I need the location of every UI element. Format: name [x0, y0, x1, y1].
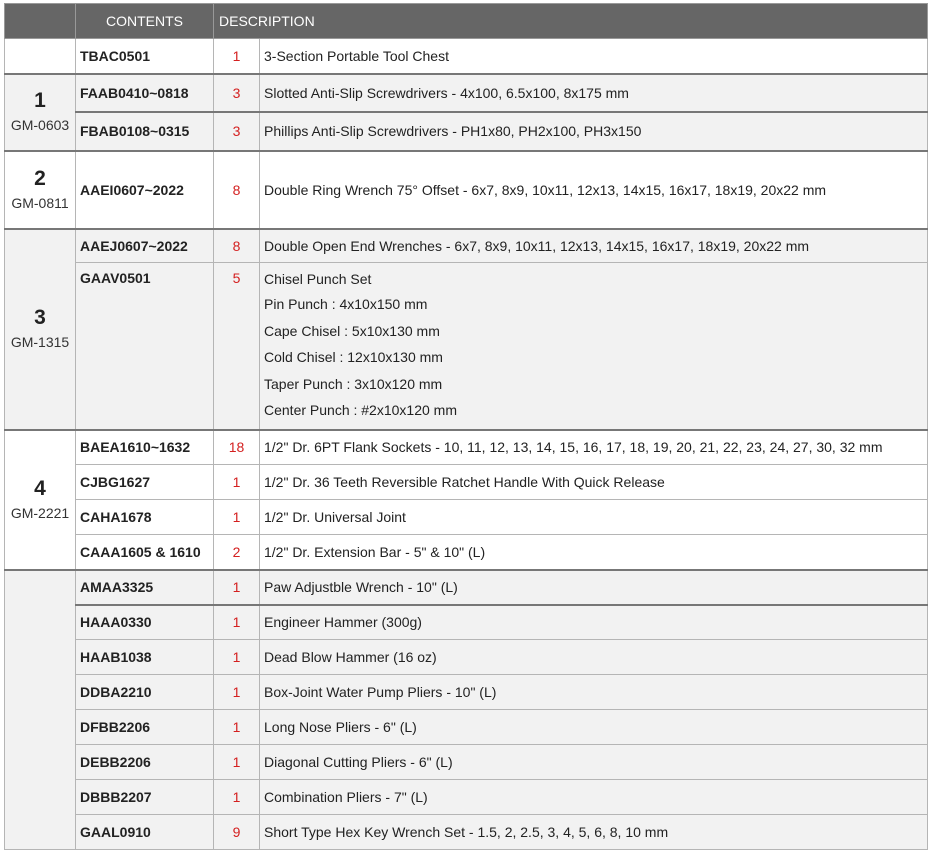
- item-description: Double Ring Wrench 75° Offset - 6x7, 8x9, 10x11, 12x13, 14x15, 16x17, 18x19, 20x22 mm: [260, 151, 928, 229]
- item-qty: 1: [214, 675, 260, 710]
- group-cell-empty: [5, 39, 76, 74]
- item-description: Combination Pliers - 7" (L): [260, 780, 928, 815]
- tool-contents-table: [4, 3, 928, 850]
- description-line: Pin Punch : 4x10x150 mm: [264, 296, 428, 312]
- item-description: [260, 263, 928, 430]
- description-line: Cape Chisel : 5x10x130 mm: [264, 322, 440, 339]
- item-qty: 3: [214, 74, 260, 112]
- header-contents: CONTENTS: [76, 4, 214, 39]
- group-id: GM-0603: [10, 117, 70, 133]
- item-code: DEBB2206: [76, 745, 214, 780]
- item-code: TBAC0501: [76, 39, 214, 74]
- group-number: 4: [34, 476, 46, 500]
- item-qty: 18: [214, 430, 260, 465]
- table-row: [5, 74, 928, 112]
- table-row: [5, 745, 928, 780]
- table-row: [5, 465, 928, 500]
- description-line: Taper Punch : 3x10x120 mm: [264, 375, 443, 392]
- item-description: Slotted Anti-Slip Screwdrivers - 4x100, 6.5x100, 8x175 mm: [260, 74, 928, 112]
- item-code: CAAA1605 & 1610: [76, 535, 214, 570]
- item-code: AAEJ0607~2022: [76, 229, 214, 263]
- item-description: Short Type Hex Key Wrench Set - 1.5, 2, 2.5, 3, 4, 5, 6, 8, 10 mm: [260, 815, 928, 850]
- item-description: Paw Adjustble Wrench - 10" (L): [260, 570, 928, 605]
- item-code: GAAL0910: [76, 815, 214, 850]
- item-code: AMAA3325: [76, 570, 214, 605]
- item-code: FAAB0410~0818: [76, 74, 214, 112]
- item-code: HAAB1038: [76, 640, 214, 675]
- item-qty: 8: [214, 151, 260, 229]
- item-description: Box-Joint Water Pump Pliers - 10" (L): [260, 675, 928, 710]
- table-row: [5, 430, 928, 465]
- table-header-row: [5, 4, 928, 39]
- item-qty: 9: [214, 815, 260, 850]
- group-cell: [5, 74, 76, 151]
- item-description: 1/2" Dr. Universal Joint: [260, 500, 928, 535]
- item-qty: 5: [214, 263, 260, 430]
- item-qty: 1: [214, 39, 260, 74]
- item-description: Dead Blow Hammer (16 oz): [260, 640, 928, 675]
- group-cell: [5, 229, 76, 430]
- description-line: Center Punch : #2x10x120 mm: [264, 402, 457, 418]
- table-row: [5, 229, 928, 263]
- item-description: 1/2" Dr. 36 Teeth Reversible Ratchet Handle With Quick Release: [260, 465, 928, 500]
- item-qty: 3: [214, 112, 260, 151]
- item-qty: 1: [214, 710, 260, 745]
- table-row: [5, 675, 928, 710]
- item-code: BAEA1610~1632: [76, 430, 214, 465]
- item-qty: 1: [214, 570, 260, 605]
- item-code: CAHA1678: [76, 500, 214, 535]
- table-row: [5, 605, 928, 640]
- item-qty: 1: [214, 640, 260, 675]
- item-description: 1/2" Dr. Extension Bar - 5" & 10" (L): [260, 535, 928, 570]
- table-row: [5, 535, 928, 570]
- item-code: CJBG1627: [76, 465, 214, 500]
- item-code: FBAB0108~0315: [76, 112, 214, 151]
- table-row: [5, 815, 928, 850]
- item-qty: 2: [214, 535, 260, 570]
- table-row: [5, 500, 928, 535]
- item-qty: 1: [214, 500, 260, 535]
- header-group-cell: [5, 4, 76, 39]
- item-qty: 1: [214, 780, 260, 815]
- item-description: Phillips Anti-Slip Screwdrivers - PH1x80, PH2x100, PH3x150: [260, 112, 928, 151]
- item-qty: 1: [214, 605, 260, 640]
- item-code: GAAV0501: [76, 263, 214, 430]
- item-description: 1/2" Dr. 6PT Flank Sockets - 10, 11, 12, 13, 14, 15, 16, 17, 18, 19, 20, 21, 22, 23, 24, 27, 30, 32 mm: [260, 430, 928, 465]
- item-code: DBBB2207: [76, 780, 214, 815]
- item-qty: 1: [214, 745, 260, 780]
- table-row: [5, 570, 928, 605]
- group-cell: [5, 430, 76, 570]
- item-code: DDBA2210: [76, 675, 214, 710]
- item-code: DFBB2206: [76, 710, 214, 745]
- item-description: Long Nose Pliers - 6" (L): [260, 710, 928, 745]
- header-description: DESCRIPTION: [214, 4, 928, 39]
- description-line: Cold Chisel : 12x10x130 mm: [264, 349, 443, 365]
- table-row: [5, 112, 928, 151]
- group-number: 3: [34, 306, 46, 329]
- item-qty: 8: [214, 229, 260, 263]
- table-row: [5, 710, 928, 745]
- table-row: [5, 151, 928, 229]
- table-row: [5, 640, 928, 675]
- item-description: Engineer Hammer (300g): [260, 605, 928, 640]
- table-row: [5, 263, 928, 430]
- group-id: GM-0811: [11, 194, 69, 211]
- item-code: AAEI0607~2022: [76, 151, 214, 229]
- table-row: [5, 780, 928, 815]
- group-id: GM-1315: [10, 334, 70, 350]
- item-qty: 1: [214, 465, 260, 500]
- group-cell-empty: [5, 570, 76, 850]
- item-code: HAAA0330: [76, 605, 214, 640]
- item-description: Double Open End Wrenches - 6x7, 8x9, 10x11, 12x13, 14x15, 16x17, 18x19, 20x22 mm: [260, 229, 928, 263]
- group-number: 2: [34, 166, 46, 190]
- item-description: 3-Section Portable Tool Chest: [260, 39, 928, 74]
- group-cell: [5, 151, 76, 229]
- table-row: [5, 39, 928, 74]
- item-description: Diagonal Cutting Pliers - 6" (L): [260, 745, 928, 780]
- group-number: 1: [34, 89, 46, 112]
- group-id: GM-2221: [10, 504, 70, 521]
- description-line: Chisel Punch Set: [264, 271, 372, 287]
